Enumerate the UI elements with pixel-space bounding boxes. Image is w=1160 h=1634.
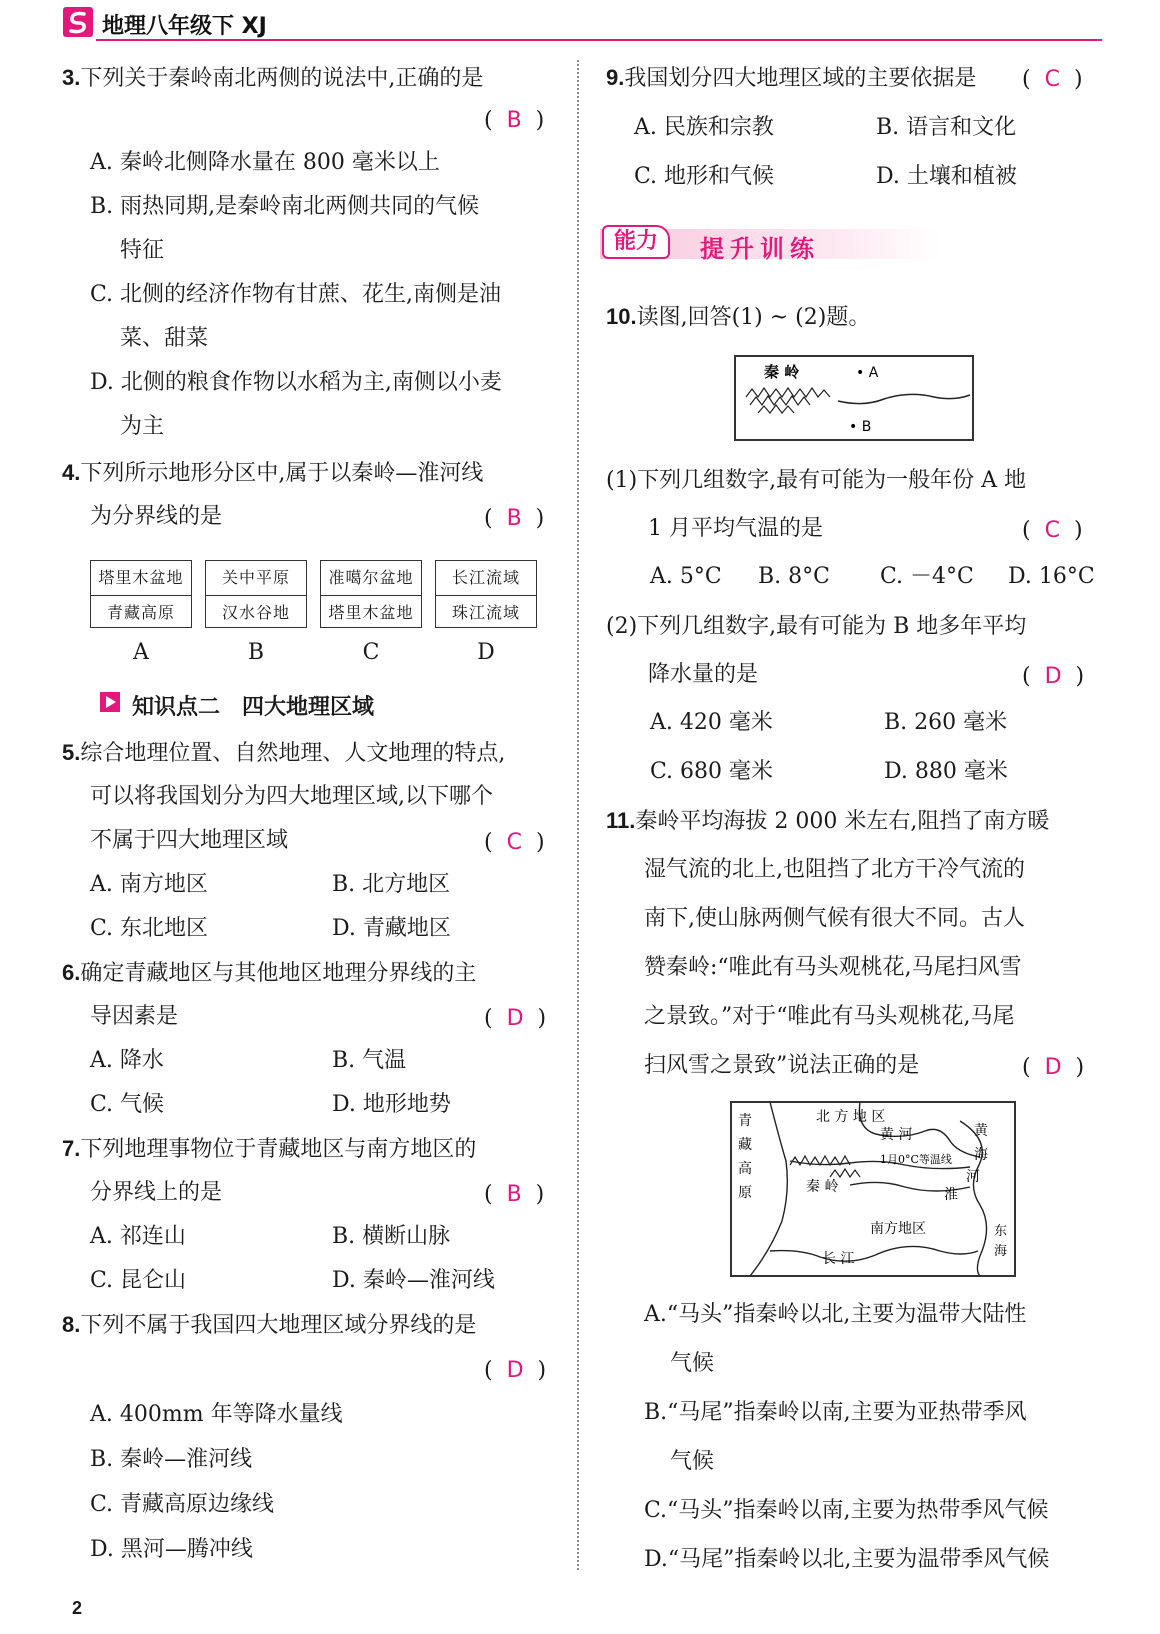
answer-slot: ( C ) [1022, 67, 1083, 92]
answer: D [1044, 664, 1062, 689]
question-stem-cont: 可以将我国划分为四大地理区域,以下哪个 [90, 784, 493, 809]
column-divider [577, 60, 579, 1570]
label-huanghe: 黄 河 [880, 1127, 913, 1143]
book-title: 地理八年级下 XJ [102, 14, 267, 39]
subquestion-2-cont: 降水量的是 [648, 662, 759, 687]
table-label-b: B [247, 640, 265, 665]
map-vertical-glyph: 原 [738, 1185, 752, 1201]
option-d: D. 土壤和植被 [876, 164, 1017, 189]
question-stem-cont: 赞秦岭:“唯此有马头观桃花,马尾扫风雪 [644, 955, 1022, 980]
option-c: C. －4°C [880, 564, 974, 589]
subquestion-1-cont: 1 月平均气温的是 [648, 516, 823, 541]
option-d: D. 地形地势 [332, 1092, 451, 1117]
question-number: 8. [62, 1312, 81, 1337]
option-b: B.“马尾”指秦岭以南,主要为亚热带季风 [644, 1400, 1027, 1425]
option-a: A. 祁连山 [90, 1224, 186, 1249]
label-north: 北 方 地 区 [816, 1109, 886, 1125]
answer-slot: ( D ) [1022, 1055, 1085, 1080]
banner-tag: 能力 [602, 225, 670, 259]
answer-slot: ( D ) [484, 1006, 547, 1031]
question-5 [62, 742, 505, 765]
question-stem: 确定青藏地区与其他地区地理分界线的主 [80, 961, 477, 986]
region-top: 长江流域 [436, 561, 536, 596]
answer-slot: ( D ) [484, 1358, 547, 1383]
option-c: C. 地形和气候 [634, 164, 775, 189]
answer: B [506, 108, 522, 133]
question-3 [62, 67, 483, 90]
table-label-c: C [362, 640, 380, 665]
map-vertical-glyph: 海 [974, 1147, 988, 1163]
map-vertical-glyph: 海 [994, 1244, 1008, 1259]
option-d: D. 北侧的粮食作物以水稻为主,南侧以小麦 [90, 370, 502, 395]
question-stem-cont: 之景致。”对于“唯此有马头观桃花,马尾 [644, 1004, 1015, 1029]
question-stem-cont: 不属于四大地理区域 [90, 828, 289, 853]
question-7 [62, 1138, 476, 1161]
region-pair-b [205, 560, 307, 628]
option-b: B. 8°C [758, 564, 830, 589]
option-a: A. 民族和宗教 [634, 115, 774, 140]
question-stem-cont: 为分界线的是 [90, 504, 223, 529]
map-vertical-glyph: 东 [994, 1224, 1008, 1239]
option-b: B. 北方地区 [332, 872, 451, 897]
table-label-a: A [133, 640, 149, 665]
answer-slot: ( D ) [1022, 664, 1085, 689]
option-b: B. 语言和文化 [876, 115, 1017, 140]
question-stem-cont: 扫风雪之景致”说法正确的是 [644, 1053, 920, 1078]
option-a: A. 秦岭北侧降水量在 800 毫米以上 [90, 150, 440, 175]
subquestion-1: (1)下列几组数字,最有可能为一般年份 A 地 [606, 468, 1027, 493]
china-regions-map [730, 1101, 1016, 1277]
option-c: C. 昆仑山 [90, 1268, 187, 1293]
question-number: 5. [62, 740, 81, 765]
option-a: A. 400mm 年等降水量线 [90, 1402, 343, 1427]
label-qinling: 秦 岭 [806, 1179, 839, 1195]
option-b-cont: 气候 [670, 1449, 715, 1474]
option-c: C.“马头”指秦岭以南,主要为热带季风气候 [644, 1498, 1049, 1523]
region-bottom: 汉水谷地 [221, 603, 290, 622]
option-d: D.“马尾”指秦岭以北,主要为温带季风气候 [644, 1547, 1050, 1572]
option-a: A. 5°C [650, 564, 722, 589]
option-a: A. 降水 [90, 1048, 164, 1073]
label-isotherm: 1月0°C等温线 [880, 1153, 952, 1166]
option-d: D. 16°C [1008, 564, 1095, 589]
question-number: 6. [62, 960, 81, 985]
question-number: 7. [62, 1136, 81, 1161]
question-stem: 下列不属于我国四大地理区域分界线的是 [80, 1313, 477, 1338]
map-point-b: • B [849, 419, 872, 435]
banner-title: 提升训练 [700, 235, 820, 263]
option-b: B. 气温 [332, 1048, 407, 1073]
question-number: 4. [62, 460, 81, 485]
map-vertical-glyph: 高 [738, 1161, 752, 1177]
option-d: D. 880 毫米 [884, 759, 1008, 784]
map-vertical-glyph: 青 [738, 1113, 752, 1129]
answer: C [1044, 518, 1060, 543]
answer-slot: ( C ) [484, 830, 545, 855]
option-c: C. 东北地区 [90, 916, 209, 941]
question-stem: 秦岭平均海拔 2 000 米左右,阻挡了南方暖 [635, 809, 1050, 834]
question-number: 10. [606, 304, 637, 329]
option-a: A.“马头”指秦岭以北,主要为温带大陆性 [644, 1302, 1027, 1327]
label-he: 河 [966, 1169, 980, 1185]
map-vertical-glyph: 黄 [974, 1123, 988, 1139]
map-label-qinling: 秦 岭 [764, 363, 800, 381]
option-a: A. 南方地区 [90, 872, 208, 897]
publisher-logo-icon [62, 6, 94, 38]
region-pair-d [435, 560, 537, 628]
answer-slot: ( B ) [484, 108, 545, 133]
map-vertical-glyph: 藏 [738, 1137, 752, 1153]
option-c: C. 680 毫米 [650, 759, 774, 784]
question-number: 9. [606, 65, 625, 90]
question-stem-cont: 南下,使山脉两侧气候有很大不同。古人 [644, 906, 1025, 931]
answer: B [506, 1182, 522, 1207]
question-11 [606, 810, 1049, 833]
question-4 [62, 462, 483, 485]
question-stem-cont: 导因素是 [90, 1004, 179, 1029]
region-bottom: 青藏高原 [106, 603, 175, 622]
question-stem: 下列地理事物位于青藏地区与南方地区的 [80, 1137, 477, 1162]
question-stem-cont: 湿气流的北上,也阻挡了北方干冷气流的 [644, 857, 1025, 882]
page-number: 2 [72, 1598, 83, 1618]
question-8 [62, 1314, 476, 1337]
option-b: B. 横断山脉 [332, 1224, 451, 1249]
option-d: D. 黑河—腾冲线 [90, 1537, 253, 1562]
subquestion-2: (2)下列几组数字,最有可能为 B 地多年平均 [606, 614, 1027, 639]
answer: C [506, 830, 522, 855]
page-header [62, 6, 1102, 40]
option-d: D. 秦岭—淮河线 [332, 1268, 495, 1293]
option-b: B. 雨热同期,是秦岭南北两侧共同的气候 [90, 194, 480, 219]
option-b: B. 260 毫米 [884, 710, 1008, 735]
play-triangle-icon [100, 692, 120, 712]
region-pair-a [90, 560, 192, 628]
answer: D [1044, 1055, 1062, 1080]
header-rule [96, 39, 1102, 41]
region-top: 准噶尔盆地 [321, 561, 421, 596]
question-stem: 我国划分四大地理区域的主要依据是 [624, 66, 977, 91]
region-top: 关中平原 [206, 561, 306, 596]
option-b-cont: 特征 [120, 238, 165, 263]
label-south: 南方地区 [870, 1221, 926, 1237]
answer: D [506, 1358, 524, 1383]
question-stem: 综合地理位置、自然地理、人文地理的特点, [80, 741, 506, 766]
option-a: A. 420 毫米 [650, 710, 773, 735]
map-point-a: • A [856, 365, 879, 381]
region-pair-c [320, 560, 422, 628]
section-heading [102, 690, 374, 721]
option-d: D. 青藏地区 [332, 916, 451, 941]
question-9 [606, 67, 976, 90]
qinling-map-small [734, 355, 974, 441]
section-title: 知识点二 四大地理区域 [132, 695, 375, 720]
answer-slot: ( C ) [1022, 518, 1083, 543]
answer-slot: ( B ) [484, 1182, 545, 1207]
option-d-cont: 为主 [120, 414, 165, 439]
answer-slot: ( B ) [484, 506, 545, 531]
region-top: 塔里木盆地 [91, 561, 191, 596]
option-a-cont: 气候 [670, 1351, 715, 1376]
question-stem-cont: 分界线上的是 [90, 1180, 223, 1205]
question-stem: 下列关于秦岭南北两侧的说法中,正确的是 [80, 66, 484, 91]
question-stem: 下列所示地形分区中,属于以秦岭—淮河线 [80, 461, 484, 486]
option-c: C. 气候 [90, 1092, 165, 1117]
label-changjiang: 长 江 [822, 1251, 855, 1267]
answer: D [506, 1006, 524, 1031]
option-c-cont: 菜、甜菜 [120, 326, 209, 351]
question-number: 11. [606, 808, 636, 833]
table-label-d: D [477, 640, 495, 665]
label-huai: 淮 [944, 1187, 958, 1203]
question-stem: 读图,回答(1) ~ (2)题。 [636, 305, 871, 330]
answer: B [506, 506, 522, 531]
ability-training-banner [600, 225, 940, 265]
region-bottom: 珠江流域 [451, 603, 520, 622]
question-6 [62, 962, 476, 985]
option-c: C. 青藏高原边缘线 [90, 1492, 275, 1517]
option-c: C. 北侧的经济作物有甘蔗、花生,南侧是油 [90, 282, 502, 307]
answer: C [1044, 67, 1060, 92]
region-bottom: 塔里木盆地 [328, 603, 414, 622]
question-10 [606, 306, 870, 329]
question-number: 3. [62, 65, 81, 90]
option-b: B. 秦岭—淮河线 [90, 1447, 253, 1472]
